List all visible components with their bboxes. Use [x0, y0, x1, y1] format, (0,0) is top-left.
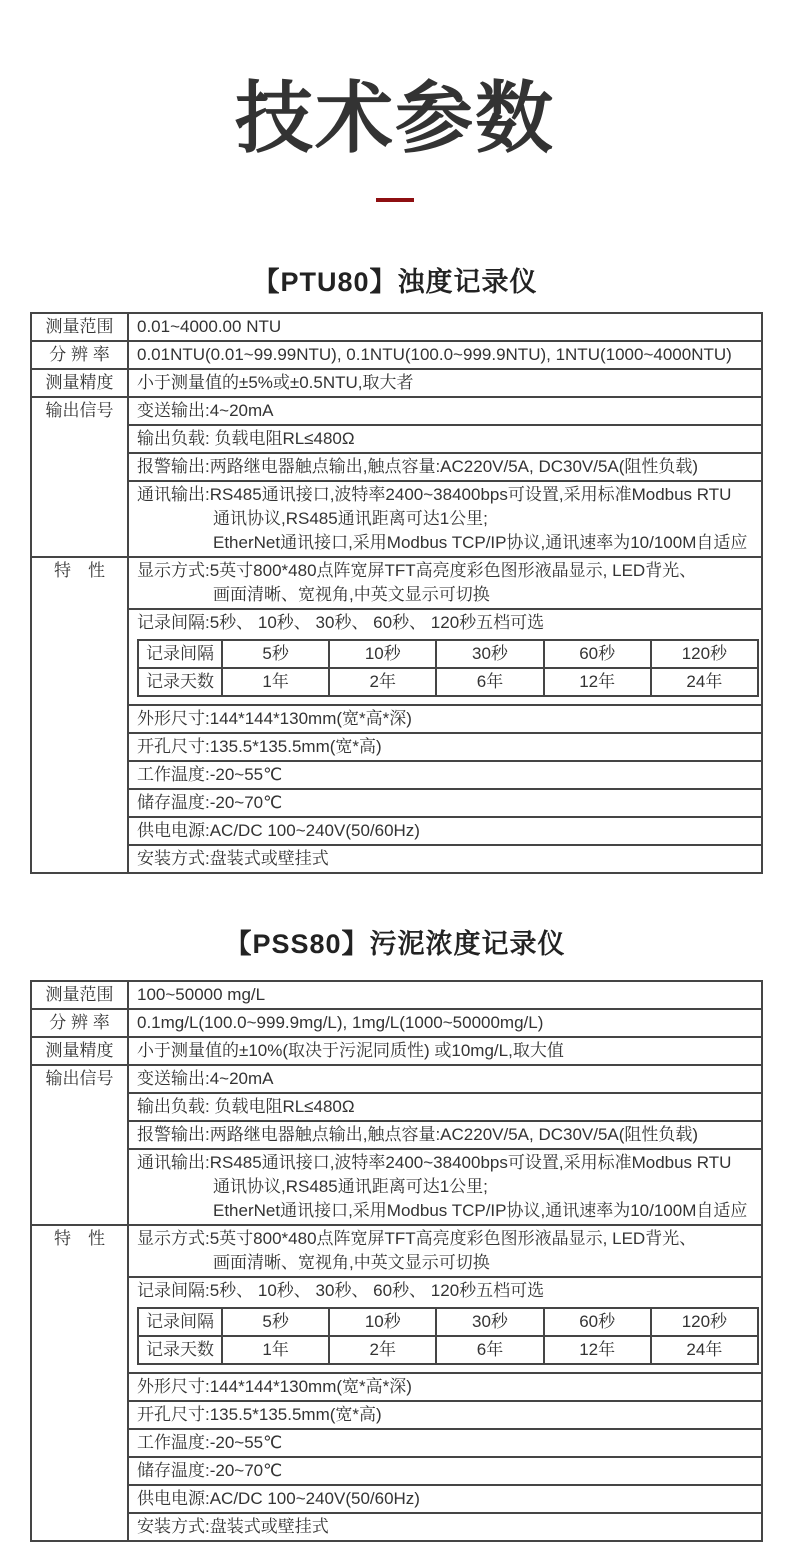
row-value-storage-temp: 储存温度:-20~70℃ [128, 789, 762, 817]
row-value-transmit: 变送输出:4~20mA [128, 1065, 762, 1093]
record-cell: 30秒 [436, 1308, 543, 1336]
table-row [31, 981, 762, 1009]
row-value-transmit: 变送输出:4~20mA [128, 397, 762, 425]
table-row [31, 1485, 762, 1513]
record-interval-header-row [138, 640, 758, 668]
row-label-output: 输出信号 [31, 397, 128, 557]
record-days-row [138, 1336, 758, 1364]
section-title-pss80: 【PSS80】污泥浓度记录仪 [224, 928, 566, 959]
comm-line: EtherNet通讯接口,采用Modbus TCP/IP协议,通讯速率为10/100M自适应 [213, 1200, 748, 1220]
record-cell: 1年 [222, 1336, 329, 1364]
table-row [31, 1429, 762, 1457]
section-title-ptu80: 【PTU80】浊度记录仪 [252, 266, 538, 297]
row-value-record-interval [128, 609, 762, 705]
row-value-accuracy: 小于测量值的±5%或±0.5NTU,取大者 [128, 369, 762, 397]
record-cell: 记录天数 [138, 668, 222, 696]
row-value-cutout: 开孔尺寸:135.5*135.5mm(宽*高) [128, 733, 762, 761]
row-value-mount: 安装方式:盘装式或壁挂式 [128, 845, 762, 873]
row-value-dimension: 外形尺寸:144*144*130mm(宽*高*深) [128, 1373, 762, 1401]
row-value-cutout: 开孔尺寸:135.5*135.5mm(宽*高) [128, 1401, 762, 1429]
row-value-accuracy: 小于测量值的±10%(取决于污泥同质性) 或10mg/L,取大值 [128, 1037, 762, 1065]
row-label-resolution: 分 辨 率 [31, 1009, 128, 1037]
row-value-work-temp: 工作温度:-20~55℃ [128, 761, 762, 789]
row-value-resolution: 0.1mg/L(100.0~999.9mg/L), 1mg/L(1000~50000mg/L) [128, 1009, 762, 1037]
display-line: 画面清晰、宽视角,中英文显示可切换 [213, 1252, 490, 1272]
record-cell: 1年 [222, 668, 329, 696]
table-row [31, 609, 762, 705]
row-value-mount: 安装方式:盘装式或壁挂式 [128, 1513, 762, 1541]
table-row [31, 1037, 762, 1065]
record-days-row [138, 668, 758, 696]
table-row [31, 453, 762, 481]
table-row [31, 313, 762, 341]
row-value-dimension: 外形尺寸:144*144*130mm(宽*高*深) [128, 705, 762, 733]
display-line: 显示方式:5英寸800*480点阵宽屏TFT高亮度彩色图形液晶显示, LED背光、 [137, 560, 697, 580]
record-cell: 10秒 [329, 640, 436, 668]
comm-line: 通讯输出:RS485通讯接口,波特率2400~38400bps可设置,采用标准Modbus RTU [137, 484, 732, 504]
table-row [31, 1065, 762, 1093]
table-row [31, 817, 762, 845]
row-value-range: 0.01~4000.00 NTU [128, 313, 762, 341]
row-label-accuracy: 测量精度 [31, 369, 128, 397]
row-value-alarm: 报警输出:两路继电器触点输出,触点容量:AC220V/5A, DC30V/5A(阻性负载) [128, 453, 762, 481]
record-cell: 2年 [329, 1336, 436, 1364]
record-interval-table [137, 1307, 759, 1365]
record-cell: 120秒 [651, 1308, 758, 1336]
comm-line: 通讯输出:RS485通讯接口,波特率2400~38400bps可设置,采用标准Modbus RTU [137, 1152, 732, 1172]
row-label-features: 特 性 [31, 557, 128, 873]
table-row [31, 761, 762, 789]
spec-table-pss80 [30, 980, 763, 1542]
table-row [31, 341, 762, 369]
table-row [31, 1277, 762, 1373]
row-value-range: 100~50000 mg/L [128, 981, 762, 1009]
row-label-range: 测量范围 [31, 313, 128, 341]
record-cell: 24年 [651, 1336, 758, 1364]
record-cell: 记录间隔 [138, 640, 222, 668]
row-label-accuracy: 测量精度 [31, 1037, 128, 1065]
record-interval-table [137, 639, 759, 697]
table-row [31, 733, 762, 761]
row-value-display [128, 1225, 762, 1277]
record-cell: 24年 [651, 668, 758, 696]
record-cell: 30秒 [436, 640, 543, 668]
title-divider [376, 198, 414, 202]
row-value-comm [128, 481, 762, 557]
row-value-load: 输出负载: 负载电阻RL≤480Ω [128, 1093, 762, 1121]
row-value-comm [128, 1149, 762, 1225]
table-row [31, 481, 762, 557]
table-row [31, 1009, 762, 1037]
row-value-resolution: 0.01NTU(0.01~99.99NTU), 0.1NTU(100.0~999.9NTU), 1NTU(1000~4000NTU) [128, 341, 762, 369]
table-row [31, 369, 762, 397]
row-label-output: 输出信号 [31, 1065, 128, 1225]
table-row [31, 1225, 762, 1277]
record-cell: 5秒 [222, 640, 329, 668]
page-title: 技术参数 [234, 74, 555, 162]
table-row [31, 705, 762, 733]
row-value-work-temp: 工作温度:-20~55℃ [128, 1429, 762, 1457]
table-row [31, 1149, 762, 1225]
record-cell: 6年 [436, 1336, 543, 1364]
record-cell: 60秒 [544, 640, 651, 668]
row-value-record-interval [128, 1277, 762, 1373]
table-row [31, 397, 762, 425]
row-value-power: 供电电源:AC/DC 100~240V(50/60Hz) [128, 817, 762, 845]
record-cell: 2年 [329, 668, 436, 696]
row-value-display [128, 557, 762, 609]
row-value-power: 供电电源:AC/DC 100~240V(50/60Hz) [128, 1485, 762, 1513]
record-cell: 12年 [544, 668, 651, 696]
row-label-features: 特 性 [31, 1225, 128, 1541]
record-cell: 12年 [544, 1336, 651, 1364]
table-row [31, 845, 762, 873]
record-interval-header-row [138, 1308, 758, 1336]
record-cell: 120秒 [651, 640, 758, 668]
record-cell: 10秒 [329, 1308, 436, 1336]
table-row [31, 1373, 762, 1401]
row-value-storage-temp: 储存温度:-20~70℃ [128, 1457, 762, 1485]
row-value-alarm: 报警输出:两路继电器触点输出,触点容量:AC220V/5A, DC30V/5A(阻性负载) [128, 1121, 762, 1149]
comm-line: 通讯协议,RS485通讯距离可达1公里; [213, 508, 488, 528]
spec-table-ptu80 [30, 312, 763, 874]
record-cell: 60秒 [544, 1308, 651, 1336]
display-line: 画面清晰、宽视角,中英文显示可切换 [213, 584, 490, 604]
display-line: 显示方式:5英寸800*480点阵宽屏TFT高亮度彩色图形液晶显示, LED背光、 [137, 1228, 697, 1248]
record-interval-intro: 记录间隔:5秒、 10秒、 30秒、 60秒、 120秒五档可选 [137, 1280, 545, 1300]
comm-line: 通讯协议,RS485通讯距离可达1公里; [213, 1176, 488, 1196]
table-row [31, 1457, 762, 1485]
comm-line: EtherNet通讯接口,采用Modbus TCP/IP协议,通讯速率为10/100M自适应 [213, 532, 748, 552]
table-row [31, 1093, 762, 1121]
table-row [31, 789, 762, 817]
table-row [31, 1513, 762, 1541]
row-value-load: 输出负载: 负载电阻RL≤480Ω [128, 425, 762, 453]
record-cell: 6年 [436, 668, 543, 696]
table-row [31, 425, 762, 453]
table-row [31, 557, 762, 609]
record-cell: 5秒 [222, 1308, 329, 1336]
record-interval-intro: 记录间隔:5秒、 10秒、 30秒、 60秒、 120秒五档可选 [137, 612, 545, 632]
record-cell: 记录天数 [138, 1336, 222, 1364]
record-cell: 记录间隔 [138, 1308, 222, 1336]
row-label-resolution: 分 辨 率 [31, 341, 128, 369]
table-row [31, 1401, 762, 1429]
table-row [31, 1121, 762, 1149]
row-label-range: 测量范围 [31, 981, 128, 1009]
